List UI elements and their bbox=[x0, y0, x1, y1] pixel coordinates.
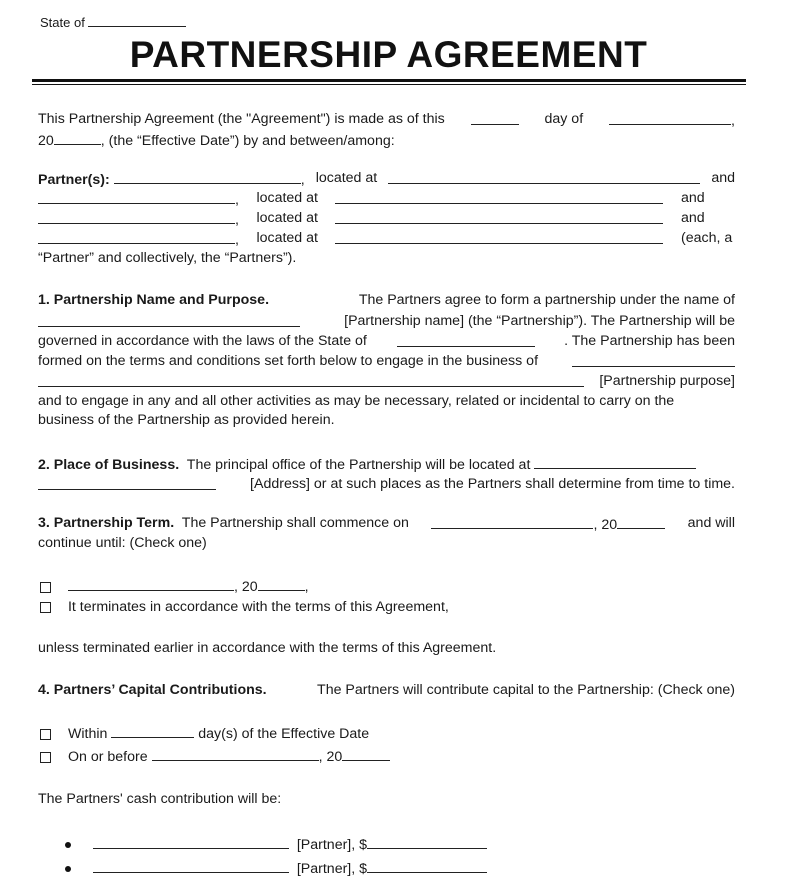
checkbox-on-or-before[interactable] bbox=[40, 752, 51, 763]
contribution-date-blank[interactable] bbox=[152, 747, 319, 761]
s1-line-7: business of the Partnership as provided herein. bbox=[38, 412, 335, 428]
s4-option-1 bbox=[40, 724, 369, 742]
contribution-bullet-2 bbox=[65, 859, 487, 877]
state-blank[interactable] bbox=[88, 13, 186, 27]
bullet-icon bbox=[65, 866, 71, 872]
contribution-year-blank[interactable] bbox=[342, 747, 390, 761]
s4-heading: 4. Partners’ Capital Contributions. bbox=[38, 682, 267, 698]
contribution-partner-label-1: [Partner], $ bbox=[296, 837, 368, 853]
cash-contribution-text: The Partners' cash contribution will be: bbox=[38, 791, 282, 807]
s1-text-3a: governed in accordance with the laws of the State of bbox=[38, 333, 367, 349]
partner-name-blank-3[interactable] bbox=[38, 210, 235, 224]
partner-address-blank-1[interactable] bbox=[388, 170, 700, 184]
s2-heading: 2. Place of Business. bbox=[38, 457, 180, 473]
s4-opt1-within: Within bbox=[67, 726, 108, 742]
title-rule-thin bbox=[32, 84, 746, 85]
state-of-label: State of bbox=[40, 15, 85, 30]
s3-after: unless terminated earlier in accordance with the terms of this Agreement. bbox=[38, 640, 497, 656]
partner-address-blank-4[interactable] bbox=[335, 230, 663, 244]
commence-date-blank[interactable] bbox=[431, 515, 593, 529]
contribution-partner-blank-1[interactable] bbox=[93, 835, 289, 849]
intro-text-1: This Partnership Agreement (the "Agreement") is made as of this bbox=[38, 111, 445, 127]
s3-year-prefix: , 20 bbox=[593, 517, 618, 533]
state-of-line bbox=[40, 13, 186, 30]
checkbox-within-days[interactable] bbox=[40, 729, 51, 740]
s2-line-1 bbox=[38, 455, 696, 473]
title-rule-thick bbox=[32, 79, 746, 82]
s4-option-2 bbox=[40, 747, 390, 765]
s3-opt2-text: It terminates in accordance with the terms of this Agreement, bbox=[67, 599, 449, 615]
and-3: and bbox=[680, 210, 705, 226]
partner-name-blank-1[interactable] bbox=[114, 170, 301, 184]
s1-line-3 bbox=[38, 333, 735, 349]
contribution-partner-blank-2[interactable] bbox=[93, 859, 289, 873]
partner-row-4: , located at (each, a bbox=[38, 230, 735, 248]
s1-text-1: The Partners agree to form a partnership under the name of bbox=[358, 292, 735, 308]
partner-row-3: , located at and bbox=[38, 210, 735, 228]
address-blank-1[interactable] bbox=[534, 455, 696, 469]
each-a: (each, a bbox=[680, 230, 733, 246]
partner-row-1: Partner(s): , located at and bbox=[38, 170, 735, 188]
and-2: and bbox=[680, 190, 705, 206]
s3-opt1-year-prefix: , 20 bbox=[233, 579, 258, 595]
s3-option-1 bbox=[40, 577, 309, 595]
s4-line-1 bbox=[38, 682, 735, 698]
s1-line-1 bbox=[38, 292, 735, 308]
s1-line-4 bbox=[38, 353, 735, 369]
s3-heading: 3. Partnership Term. bbox=[38, 515, 175, 531]
days-blank[interactable] bbox=[111, 724, 194, 738]
s3-text-1a: The Partnership shall commence on bbox=[181, 515, 409, 531]
partner-name-blank-2[interactable] bbox=[38, 190, 235, 204]
s2-text-2: [Address] or at such places as the Partners shall determine from time to time. bbox=[250, 476, 735, 492]
s1-text-6: and to engage in any and all other activities as may be necessary, related or incidental to carry on the bbox=[38, 393, 675, 409]
checkbox-term-agreement[interactable] bbox=[40, 602, 51, 613]
intro-line-2 bbox=[38, 131, 395, 149]
contribution-amount-blank-1[interactable] bbox=[367, 835, 487, 849]
intro-year-prefix: 20 bbox=[38, 133, 54, 149]
s2-text-1: The principal office of the Partnership will be located at bbox=[186, 457, 531, 473]
s1-text-4: formed on the terms and conditions set forth below to engage in the business of bbox=[38, 353, 539, 369]
and-1: and bbox=[711, 170, 735, 186]
month-blank[interactable] bbox=[609, 111, 731, 125]
s1-heading: 1. Partnership Name and Purpose. bbox=[38, 292, 270, 308]
commence-year-blank[interactable] bbox=[617, 515, 665, 529]
address-blank-2[interactable] bbox=[38, 476, 216, 490]
term-year-blank[interactable] bbox=[258, 577, 305, 591]
s1-text-5: [Partnership purpose] bbox=[599, 373, 735, 389]
s1-line-6 bbox=[38, 393, 735, 409]
s1-line-5 bbox=[38, 373, 735, 389]
s1-text-2: [Partnership name] (the “Partnership”). The Partnership will be bbox=[344, 313, 735, 329]
s4-text-1: The Partners will contribute capital to the Partnership: (Check one) bbox=[317, 682, 735, 698]
business-blank-1[interactable] bbox=[572, 353, 735, 367]
term-date-blank[interactable] bbox=[68, 577, 234, 591]
day-blank[interactable] bbox=[471, 111, 519, 125]
contribution-bullet-1 bbox=[65, 835, 487, 853]
s1-line-2 bbox=[38, 313, 735, 329]
located-at-2: located at bbox=[256, 190, 318, 206]
bullet-icon bbox=[65, 842, 71, 848]
s3-line-1 bbox=[38, 515, 735, 533]
s3-option-2 bbox=[40, 599, 449, 615]
business-blank-2[interactable] bbox=[38, 373, 584, 387]
contribution-partner-label-2: [Partner], $ bbox=[296, 861, 368, 877]
year-blank[interactable] bbox=[54, 131, 101, 145]
s2-line-2 bbox=[38, 476, 735, 492]
intro-line-1 bbox=[38, 111, 735, 129]
document-title: PARTNERSHIP AGREEMENT bbox=[129, 34, 648, 75]
located-at-3: located at bbox=[256, 210, 318, 226]
located-at-1: located at bbox=[315, 170, 378, 186]
contribution-amount-blank-2[interactable] bbox=[367, 859, 487, 873]
s4-opt2-text: On or before bbox=[67, 749, 148, 765]
s4-opt2-year-prefix: , 20 bbox=[318, 749, 343, 765]
s3-line-2: continue until: (Check one) bbox=[38, 535, 207, 551]
governing-state-blank[interactable] bbox=[397, 333, 535, 347]
partner-address-blank-2[interactable] bbox=[335, 190, 663, 204]
s3-opt1-comma: , bbox=[304, 579, 309, 595]
intro-day-of: day of bbox=[544, 111, 584, 127]
partner-row-2: , located at and bbox=[38, 190, 735, 208]
s1-text-3b: . The Partnership has been bbox=[564, 333, 735, 349]
intro-comma: , bbox=[731, 113, 735, 129]
partner-name-blank-4[interactable] bbox=[38, 230, 235, 244]
checkbox-term-date[interactable] bbox=[40, 582, 51, 593]
s3-text-1c: and will bbox=[687, 515, 735, 531]
s4-opt1-text: day(s) of the Effective Date bbox=[198, 726, 370, 742]
partners-label: Partner(s): bbox=[38, 172, 110, 188]
partners-closing: “Partner” and collectively, the “Partners”). bbox=[38, 250, 297, 266]
intro-text-2: , (the “Effective Date”) by and between/among: bbox=[100, 133, 395, 149]
located-at-4: located at bbox=[256, 230, 318, 246]
partner-address-blank-3[interactable] bbox=[335, 210, 663, 224]
partnership-name-blank[interactable] bbox=[38, 313, 300, 327]
